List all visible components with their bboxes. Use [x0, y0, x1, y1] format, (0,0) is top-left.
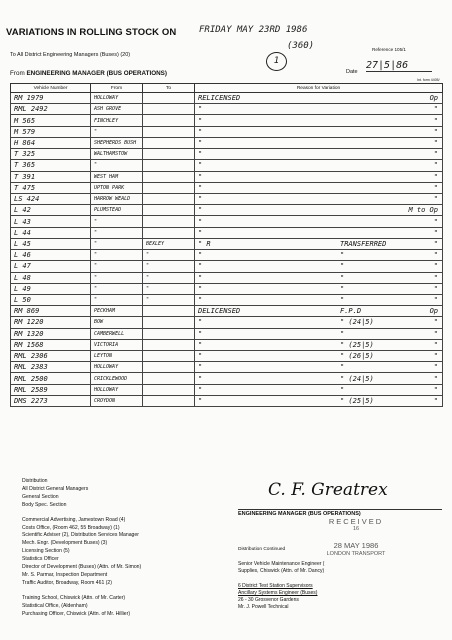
- to-depot: [143, 339, 195, 350]
- vehicle-number: L 47: [11, 261, 91, 272]
- stamp-date: 28 MAY 1986: [333, 541, 379, 550]
- to-depot: [143, 216, 195, 227]
- stamp-station: LONDON TRANSPORT: [326, 551, 386, 557]
- to-depot: [143, 328, 195, 339]
- reason-text: DELICENSED: [198, 307, 241, 316]
- table-row: [11, 160, 443, 171]
- table-row: [11, 328, 443, 339]
- distribution-item: Statistical Office, (Aldenham): [22, 602, 88, 609]
- distribution-item: Senior Vehicle Maintenance Engineer (: [238, 561, 325, 567]
- to-depot: [143, 384, 195, 395]
- distribution-item: Costs Office, (Room 462, 55 Broadway) (1): [22, 524, 120, 531]
- distribution-item: Body Spec. Section: [22, 501, 67, 508]
- reason-extra: ": [340, 329, 345, 338]
- table-row: [11, 362, 443, 373]
- reason-cell: [195, 104, 443, 115]
- reason-extra: F.P.D: [340, 307, 362, 316]
- form-title: VARIATIONS IN ROLLING STOCK ON: [6, 27, 177, 38]
- reason-text: RELICENSED: [198, 94, 241, 103]
- to-depot: ": [143, 272, 195, 283]
- to-depot: [143, 362, 195, 373]
- reason-text: ": [198, 296, 203, 305]
- title-date-number: (360): [287, 41, 315, 51]
- from-depot: CRICKLEWOOD: [91, 373, 143, 384]
- vehicle-number: RML 2306: [11, 351, 91, 362]
- signature: C. F. Greatrex: [268, 480, 388, 500]
- reason-extra: TRANSFERRED: [340, 239, 387, 248]
- reason-cell: [195, 227, 443, 238]
- reason-tail: ": [433, 284, 438, 293]
- to-depot: [143, 137, 195, 148]
- from-depot: UPTON PARK: [91, 182, 143, 193]
- to-depot: ": [143, 261, 195, 272]
- reason-tail: ": [433, 239, 438, 248]
- to-depot: BEXLEY: [143, 238, 195, 249]
- from-depot: HOLLOWAY: [91, 384, 143, 395]
- vehicle-number: T 475: [11, 182, 91, 193]
- reason-extra: " (24|5): [340, 318, 374, 327]
- vehicle-number: L 48: [11, 272, 91, 283]
- table-row: [11, 182, 443, 193]
- table-row: [11, 283, 443, 294]
- reason-cell: [195, 384, 443, 395]
- reason-cell: [195, 182, 443, 193]
- reason-text: ": [198, 183, 203, 192]
- distribution-list: [22, 478, 252, 619]
- reason-cell: [195, 351, 443, 362]
- from-label: From: [10, 70, 25, 77]
- table-row: [11, 227, 443, 238]
- table-row: [11, 395, 443, 406]
- reason-extra: ": [340, 363, 345, 372]
- reason-text: ": [198, 262, 203, 271]
- circled-number: 1: [266, 52, 287, 71]
- reason-extra: ": [340, 251, 345, 260]
- vehicle-number: RM 1568: [11, 339, 91, 350]
- title-date: FRIDAY MAY 23RD 1986: [199, 25, 308, 35]
- reason-text: ": [198, 284, 203, 293]
- vehicle-number: RM 1320: [11, 328, 91, 339]
- from-depot: ": [91, 216, 143, 227]
- from-depot: ": [91, 160, 143, 171]
- vehicle-number: L 45: [11, 238, 91, 249]
- from-depot: HARROW WEALD: [91, 193, 143, 204]
- vehicle-number: L 43: [11, 216, 91, 227]
- vehicle-number: T 325: [11, 149, 91, 160]
- from-depot: FINCHLEY: [91, 115, 143, 126]
- reason-cell: [195, 193, 443, 204]
- to-depot: [143, 182, 195, 193]
- to-depot: [143, 205, 195, 216]
- reason-text: ": [198, 195, 203, 204]
- reason-tail: ": [433, 127, 438, 136]
- distribution-item: Mr. J. Powell Technical: [238, 604, 289, 610]
- reason-tail: Op: [429, 94, 438, 103]
- to-depot: [143, 93, 195, 104]
- to-depot: [143, 317, 195, 328]
- distribution-gap: [22, 588, 252, 595]
- reason-text: ": [198, 251, 203, 260]
- reason-extra: ": [340, 385, 345, 394]
- reason-tail: ": [433, 397, 438, 406]
- table-row: [11, 193, 443, 204]
- vehicle-number: RML 2589: [11, 384, 91, 395]
- distribution-item: Distribution: [22, 478, 48, 484]
- reason-cell: [195, 362, 443, 373]
- from-depot: ": [91, 250, 143, 261]
- vehicle-number: LS 424: [11, 193, 91, 204]
- reason-cell: [195, 160, 443, 171]
- table-row: [11, 272, 443, 283]
- reason-text: ": [198, 363, 203, 372]
- vehicle-number: T 391: [11, 171, 91, 182]
- table-row: [11, 171, 443, 182]
- distribution-item: Scientific Adviser (2), Distribution Services Manager: [22, 532, 139, 539]
- table-row: [11, 216, 443, 227]
- reason-tail: ": [433, 374, 438, 383]
- vehicle-number: RM 1979: [11, 93, 91, 104]
- stamp-received: RECEIVED: [328, 517, 384, 526]
- distribution-continued: Distribution Continued: [238, 547, 286, 552]
- reason-text: ": [198, 374, 203, 383]
- reason-text: ": [198, 138, 203, 147]
- reason-extra: " (24|5): [340, 374, 374, 383]
- to-depot: [143, 171, 195, 182]
- reason-tail: ": [433, 183, 438, 192]
- reason-tail: ": [433, 296, 438, 305]
- reason-cell: [195, 171, 443, 182]
- vehicle-number: RML 2500: [11, 373, 91, 384]
- reason-tail: ": [433, 329, 438, 338]
- reason-cell: [195, 137, 443, 148]
- to-depot: [143, 149, 195, 160]
- from-depot: VICTORIA: [91, 339, 143, 350]
- table-row: [11, 317, 443, 328]
- from-value: ENGINEERING MANAGER (BUS OPERATIONS): [26, 70, 167, 77]
- table-row: [11, 351, 443, 362]
- vehicle-number: L 44: [11, 227, 91, 238]
- reason-text: ": [198, 127, 203, 136]
- reason-cell: [195, 216, 443, 227]
- reason-cell: [195, 272, 443, 283]
- reason-cell: [195, 126, 443, 137]
- reason-tail: ": [433, 352, 438, 361]
- from-depot: ": [91, 238, 143, 249]
- from-depot: LEYTON: [91, 351, 143, 362]
- from-depot: ": [91, 294, 143, 305]
- reason-cell: [195, 261, 443, 272]
- from-depot: ": [91, 261, 143, 272]
- reason-tail: ": [433, 172, 438, 181]
- reason-text: ": [198, 318, 203, 327]
- reason-extra: " (25|5): [340, 340, 374, 349]
- reason-tail: ": [433, 150, 438, 159]
- table-row: [11, 137, 443, 148]
- reason-tail: ": [433, 228, 438, 237]
- table-row: [11, 238, 443, 249]
- distribution-item: Commercial Advertising, Jamestown Road (4): [22, 516, 126, 523]
- reason-extra: ": [340, 296, 345, 305]
- reason-tail: ": [433, 318, 438, 327]
- reason-tail: M to Op: [408, 206, 438, 215]
- vehicle-number: RML 2492: [11, 104, 91, 115]
- reason-cell: [195, 93, 443, 104]
- to-depot: [143, 115, 195, 126]
- reason-cell: [195, 250, 443, 261]
- reason-tail: ": [433, 161, 438, 170]
- table-row: [11, 149, 443, 160]
- distribution-item: Training School, Chiswick (Attn. of Mr. Carter): [22, 594, 126, 601]
- table-row: [11, 294, 443, 305]
- distribution-item: Traffic Auditor, Broadway, Room 461 (2): [22, 579, 112, 586]
- from-depot: WALTHAMSTOW: [91, 149, 143, 160]
- distribution-gap: [22, 510, 252, 517]
- table-row: [11, 373, 443, 384]
- reason-tail: ": [433, 217, 438, 226]
- reason-text: ": [198, 105, 203, 114]
- from-depot: ": [91, 126, 143, 137]
- from-depot: ": [91, 283, 143, 294]
- vehicle-number: M 579: [11, 126, 91, 137]
- distribution-item: 6 District Test Station Supervisors: [238, 583, 313, 589]
- col-from: From: [91, 84, 143, 93]
- reason-text: ": [198, 273, 203, 282]
- distribution-item: Statistics Officer: [22, 556, 59, 563]
- reason-cell: [195, 115, 443, 126]
- col-reason: Reason for Variation: [195, 84, 443, 93]
- col-to: To: [143, 84, 195, 93]
- vehicle-number: H 864: [11, 137, 91, 148]
- reason-tail: ": [433, 251, 438, 260]
- reason-text: ": [198, 161, 203, 170]
- reason-tail: ": [433, 116, 438, 125]
- to-depot: [143, 351, 195, 362]
- reason-text: ": [198, 116, 203, 125]
- stamp-number: 16: [352, 526, 360, 532]
- to-depot: ": [143, 283, 195, 294]
- vehicle-number: RML 2383: [11, 362, 91, 373]
- reason-text: ": [198, 385, 203, 394]
- reason-text: ": [198, 150, 203, 159]
- table-row: [11, 126, 443, 137]
- from-depot: SHEPHERDS BUSH: [91, 137, 143, 148]
- from-depot: PLUMSTEAD: [91, 205, 143, 216]
- reason-tail: ": [433, 385, 438, 394]
- distribution-item: All District General Managers: [22, 485, 89, 492]
- reason-text: ": [198, 340, 203, 349]
- distribution-item: Ancillary Systems Engineer (Buses): [238, 590, 318, 596]
- from-depot: ASH GROVE: [91, 104, 143, 115]
- to-depot: ": [143, 294, 195, 305]
- from-depot: ": [91, 272, 143, 283]
- table-row: [11, 250, 443, 261]
- table-row: [11, 261, 443, 272]
- from-depot: ": [91, 227, 143, 238]
- from-line: [10, 70, 167, 77]
- reason-tail: ": [433, 363, 438, 372]
- to-depot: [143, 373, 195, 384]
- distribution-continued-list: [238, 561, 438, 611]
- reference: Reference 105/1: [372, 47, 406, 52]
- reason-cell: [195, 149, 443, 160]
- reason-text: ": [198, 172, 203, 181]
- reason-cell: [195, 317, 443, 328]
- table-row: [11, 306, 443, 317]
- reason-cell: [195, 306, 443, 317]
- reason-tail: Op: [429, 307, 438, 316]
- reason-text: " R: [198, 239, 211, 248]
- reason-text: ": [198, 397, 203, 406]
- vehicle-number: L 49: [11, 283, 91, 294]
- table-row: [11, 104, 443, 115]
- vehicle-number: L 42: [11, 205, 91, 216]
- from-depot: WEST HAM: [91, 171, 143, 182]
- date-label: Date: [346, 69, 358, 75]
- reason-extra: ": [340, 262, 345, 271]
- reason-cell: [195, 294, 443, 305]
- table-header-row: [11, 84, 443, 93]
- reason-cell: [195, 328, 443, 339]
- distribution-item: General Section: [22, 493, 59, 500]
- reason-tail: ": [433, 105, 438, 114]
- to-depot: ": [143, 250, 195, 261]
- table-row: [11, 205, 443, 216]
- distribution-item: Supplies, Chiswick (Attn. of Mr. Dancy): [238, 568, 325, 574]
- from-depot: CROYDON: [91, 395, 143, 406]
- reason-cell: [195, 339, 443, 350]
- distribution-gap: [238, 575, 438, 583]
- from-depot: BOW: [91, 317, 143, 328]
- reason-tail: ": [433, 195, 438, 204]
- to-depot: [143, 104, 195, 115]
- distribution-item: Mech. Engr. (Development Buses) (3): [22, 540, 108, 547]
- from-depot: PECKHAM: [91, 306, 143, 317]
- distribution-item: 26 - 30 Grosvenor Gardens: [238, 597, 299, 603]
- reason-text: ": [198, 329, 203, 338]
- reason-tail: ": [433, 262, 438, 271]
- vehicle-number: L 50: [11, 294, 91, 305]
- from-depot: HOLLOWAY: [91, 93, 143, 104]
- distribution-item: Mr. S. Parmar, Inspection Department: [22, 571, 108, 578]
- reason-tail: ": [433, 273, 438, 282]
- table-row: [11, 339, 443, 350]
- table-row: [11, 93, 443, 104]
- vehicle-number: M 565: [11, 115, 91, 126]
- vehicle-number: DMS 2273: [11, 395, 91, 406]
- reason-cell: [195, 205, 443, 216]
- reason-cell: [195, 238, 443, 249]
- distribution-item: Licensing Section (5): [22, 548, 70, 555]
- col-vehicle-number: Vehicle Number: [11, 84, 91, 93]
- variations-table: [10, 83, 443, 407]
- vehicle-number: T 365: [11, 160, 91, 171]
- reason-extra: ": [340, 284, 345, 293]
- reason-extra: " (26|5): [340, 352, 374, 361]
- distribution-item: Director of Development (Buses) (Attn. of Mr. Simon): [22, 564, 142, 571]
- form-number: Int. form 4405/: [417, 78, 440, 82]
- vehicle-number: L 46: [11, 250, 91, 261]
- reason-tail: ": [433, 138, 438, 147]
- table-row: [11, 115, 443, 126]
- reason-tail: ": [433, 340, 438, 349]
- reason-extra: " (25|5): [340, 397, 374, 406]
- to-line: To All District Engineering Managers (Buses) (20): [10, 52, 131, 58]
- to-depot: [143, 306, 195, 317]
- reason-cell: [195, 373, 443, 384]
- from-depot: HOLLOWAY: [91, 362, 143, 373]
- engineering-manager-label: ENGINEERING MANAGER (BUS OPERATIONS): [238, 509, 442, 517]
- reason-text: ": [198, 352, 203, 361]
- distribution-item: Purchasing Officer, Chiswick (Attn. of Mr. Hillier): [22, 610, 131, 617]
- to-depot: [143, 126, 195, 137]
- reason-extra: ": [340, 273, 345, 282]
- reason-text: ": [198, 217, 203, 226]
- reason-text: ": [198, 206, 203, 215]
- vehicle-number: RM 1220: [11, 317, 91, 328]
- reason-text: ": [198, 228, 203, 237]
- vehicle-number: RM 869: [11, 306, 91, 317]
- reason-cell: [195, 395, 443, 406]
- table-row: [11, 384, 443, 395]
- to-depot: [143, 193, 195, 204]
- reason-cell: [195, 283, 443, 294]
- from-depot: CAMBERWELL: [91, 328, 143, 339]
- to-depot: [143, 395, 195, 406]
- date-value: 27|5|86: [366, 60, 432, 72]
- to-depot: [143, 227, 195, 238]
- to-depot: [143, 160, 195, 171]
